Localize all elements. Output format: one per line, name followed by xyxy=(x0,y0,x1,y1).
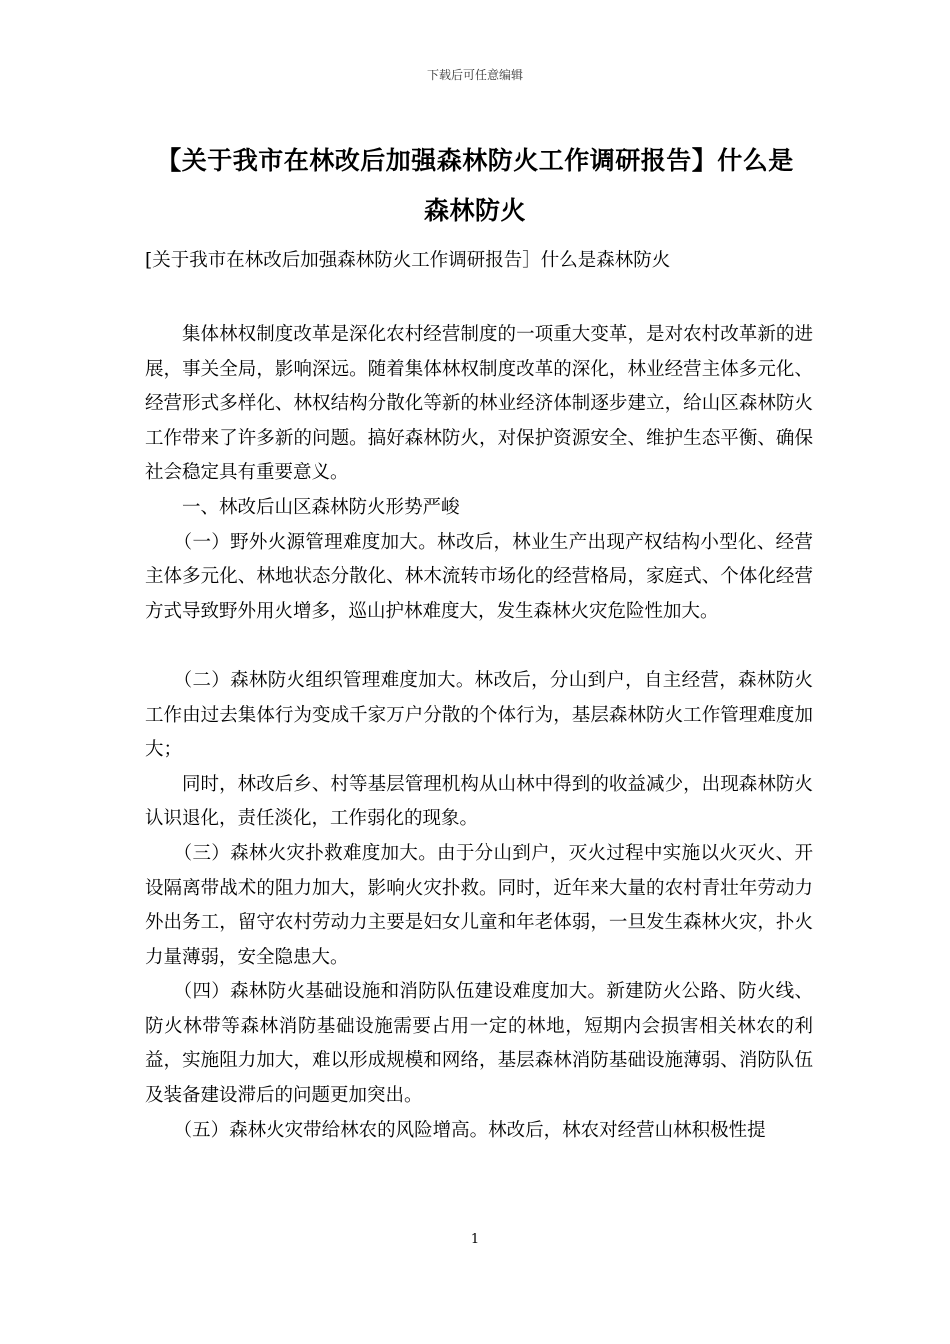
blank-line xyxy=(145,629,813,664)
document-title: 【关于我市在林改后加强森林防火工作调研报告】什么是森林防火 xyxy=(156,146,794,225)
page-number: 1 xyxy=(470,1232,480,1247)
section-heading-1: 一、林改后山区森林防火形势严峻 xyxy=(182,496,460,518)
paragraph-item-3: （三）森林火灾扑救难度加大。由于分山到户，灭火过程中实施以火灭火、开设隔离带战术的阻力加大，影响火灾扑救。同时，近年来大量的农村青壮年劳动力外出务工，留守农村劳动力主要是妇女儿童和年老体弱，一旦发生森林火灾，扑火力量薄弱，安全隐患大。 xyxy=(145,842,813,968)
document-body xyxy=(145,318,813,1148)
header-note: 下载后可任意编辑 xyxy=(426,68,523,82)
paragraph-intro: 集体林权制度改革是深化农村经营制度的一项重大变革，是对农村改革新的进展，事关全局，影响深远。随着集体林权制度改革的深化，林业经营主体多元化、经营形式多样化、林权结构分散化等新的林业经济体制逐步建立，给山区森林防火工作带来了许多新的问题。搞好森林防火，对保护资源安全、维护生态平衡、确保社会稳定具有重要意义。 xyxy=(145,324,813,484)
document-subtitle: [关于我市在林改后加强森林防火工作调研报告］什么是森林防火 xyxy=(145,250,671,271)
paragraph-item-5: （五）森林火灾带给林农的风险增高。林改后，林农对经营山林积极性提 xyxy=(173,1119,766,1141)
paragraph-item-2: （二）森林防火组织管理难度加大。林改后，分山到户，自主经营，森林防火工作由过去集体行为变成千家万户分散的个体行为，基层森林防火工作管理难度加大； xyxy=(145,669,813,761)
paragraph-item-4: （四）森林防火基础设施和消防队伍建设难度加大。新建防火公路、防火线、防火林带等森林消防基础设施需要占用一定的林地，短期内会损害相关林农的利益，实施阻力加大，难以形成规模和网络，基层森林消防基础设施薄弱、消防队伍及装备建设滞后的问题更加突出。 xyxy=(145,981,813,1107)
paragraph-item-2-continued: 同时，林改后乡、村等基层管理机构从山林中得到的收益减少，出现森林防火认识退化，责任淡化，工作弱化的现象。 xyxy=(145,773,813,830)
paragraph-item-1: （一）野外火源管理难度加大。林改后，林业生产出现产权结构小型化、经营主体多元化、林地状态分散化、林木流转市场化的经营格局，家庭式、个体化经营方式导致野外用火增多，巡山护林难度大，发生森林火灾危险性加大。 xyxy=(145,531,813,622)
